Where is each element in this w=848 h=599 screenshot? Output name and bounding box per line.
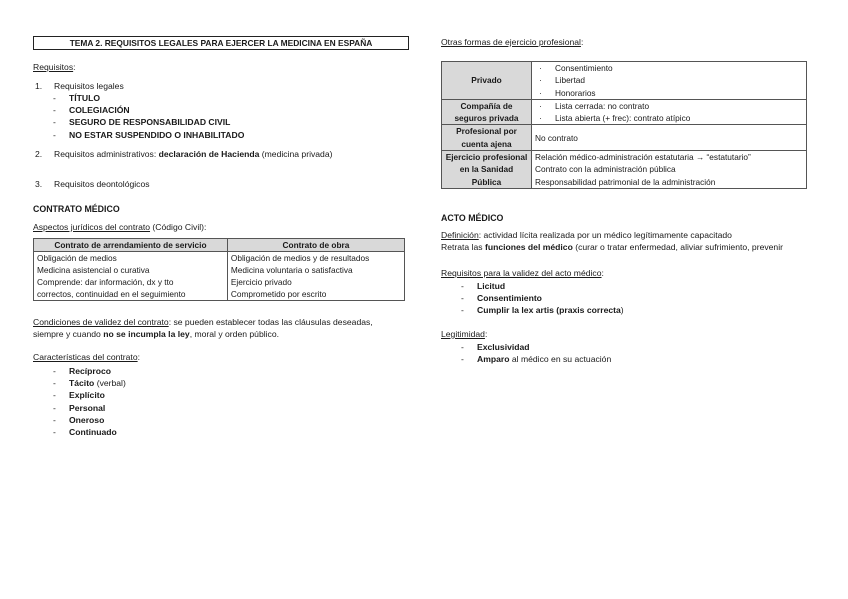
ejercicio-profesional-table [441, 61, 807, 189]
table-cell: No contrato [532, 125, 807, 151]
table-row [34, 264, 405, 276]
table-row [442, 62, 807, 100]
aspectos-heading: Aspectos jurídicos del contrato (Código Civil): [33, 222, 207, 232]
list-item: 1. Requisitos legales [35, 81, 124, 91]
list-item: 2. Requisitos administrativos: declaración de Hacienda (medicina privada) [35, 149, 333, 159]
table-label: Profesional por cuenta ajena [442, 125, 532, 151]
table-cell: Medicina voluntaria o satisfactiva [227, 264, 404, 276]
list-item: 3. Requisitos deontológicos [35, 179, 150, 189]
table-cell: Comprende: dar información, dx y tto [34, 276, 228, 288]
list-item: - SEGURO DE RESPONSABILIDAD CIVIL [33, 116, 409, 128]
list-item: - Licitud [441, 280, 807, 292]
table-row [34, 276, 405, 288]
requisitos-list [33, 80, 409, 141]
table-header: Contrato de obra [227, 239, 404, 252]
list-item: Relación médico-administración estatutaria → “estatutario” [535, 152, 751, 163]
otras-formas-heading: Otras formas de ejercicio profesional: [441, 37, 584, 47]
list-item: · Libertad [535, 74, 803, 86]
requisitos-heading: Requisitos: [33, 62, 76, 72]
requisitos-validez-heading: Requisitos para la validez del acto médico: [441, 268, 604, 278]
list-item: - Recíproco [33, 365, 409, 377]
table-row [442, 99, 807, 125]
caracteristicas-list [33, 365, 409, 438]
caracteristicas-heading: Características del contrato: [33, 352, 140, 362]
table-row [34, 252, 405, 265]
list-item: - COLEGIACIÓN [33, 104, 409, 116]
table-cell: Medicina asistencial o curativa [34, 264, 228, 276]
retrata-line: Retrata las funciones del médico (curar o tratar enfermedad, aliviar sufrimiento, prevenir [441, 242, 783, 252]
table-cell [532, 99, 807, 125]
list-item: Responsabilidad patrimonial de la administración [535, 176, 716, 187]
table-cell: Obligación de medios y de resultados [227, 252, 404, 265]
acto-medico-heading: ACTO MÉDICO [441, 213, 504, 223]
contrato-heading: CONTRATO MÉDICO [33, 204, 120, 214]
table-cell: Ejercicio privado [227, 276, 404, 288]
table-row [442, 151, 807, 189]
table-cell: Obligación de medios [34, 252, 228, 265]
contrato-table [33, 238, 405, 301]
left-column [33, 0, 409, 438]
list-item: - Continuado [33, 426, 409, 438]
list-item: - Consentimiento [441, 292, 807, 304]
table-header: Contrato de arrendamiento de servicio [34, 239, 228, 252]
legitimidad-heading: Legitimidad: [441, 329, 488, 339]
list-item: - NO ESTAR SUSPENDIDO O INHABILITADO [33, 129, 409, 141]
list-item: - Oneroso [33, 414, 409, 426]
list-item: - TÍTULO [33, 92, 409, 104]
legitimidad-list [441, 341, 807, 365]
table-label: Ejercicio profesional en la Sanidad Pública [442, 151, 532, 189]
table-cell [532, 62, 807, 100]
list-item: - Explícito [33, 389, 409, 401]
list-item: - Personal [33, 402, 409, 414]
table-row [442, 125, 807, 151]
list-item: - Amparo al médico en su actuación [441, 353, 807, 365]
table-row [34, 288, 405, 301]
table-cell [532, 151, 807, 189]
definicion-line: Definición: actividad lícita realizada por un médico legítimamente capacitado [441, 230, 732, 240]
list-item: · Lista abierta (+ frec): contrato atípico [535, 112, 803, 124]
list-item: · Lista cerrada: no contrato [535, 100, 803, 112]
list-item: - Tácito (verbal) [33, 377, 409, 389]
list-item: - Exclusividad [441, 341, 807, 353]
table-label: Privado [442, 62, 532, 100]
condiciones-paragraph: Condiciones de validez del contrato: se pueden establecer todas las cláusulas deseadas, siempre y cuando no se incumpla la ley, moral y orden público. [33, 317, 373, 339]
page-title: TEMA 2. REQUISITOS LEGALES PARA EJERCER LA MEDICINA EN ESPAÑA [33, 36, 409, 50]
list-item: · Honorarios [535, 87, 803, 99]
list-item: · Consentimiento [535, 62, 803, 74]
list-item: Contrato con la administración pública [535, 164, 676, 175]
requisitos-validez-list [441, 280, 807, 317]
list-item: - Cumplir la lex artis (praxis correcta) [441, 304, 807, 316]
table-label: Compañía de seguros privada [442, 99, 532, 125]
table-cell: correctos, continuidad en el seguimiento [34, 288, 228, 301]
table-cell: Comprometido por escrito [227, 288, 404, 301]
requisitos-legales-sublist [33, 92, 409, 141]
